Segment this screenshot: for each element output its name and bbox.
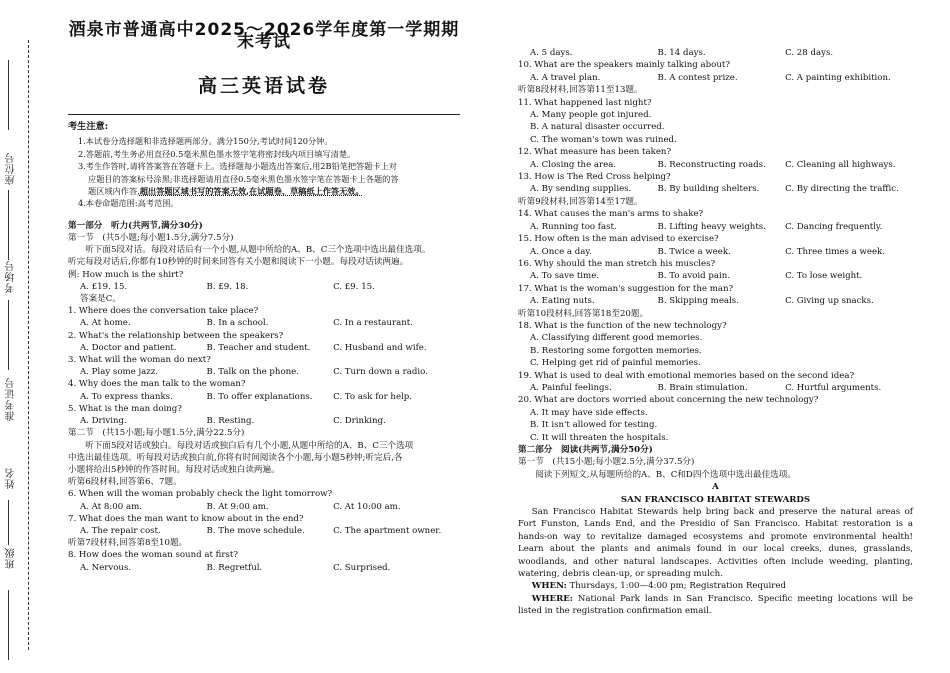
- passage-label: A: [712, 482, 719, 493]
- question-8: [68, 549, 460, 573]
- option: C. Hurtful arguments.: [785, 382, 882, 393]
- question-options: [518, 295, 913, 307]
- question-options: [518, 109, 913, 146]
- question-1: [68, 305, 460, 329]
- question-10: [518, 59, 913, 84]
- question-text: 16. Why should the man stretch his muscles?: [518, 258, 716, 269]
- option: B. The move schedule.: [206, 525, 305, 536]
- question-text: 18. What is the function of the new technology?: [518, 320, 727, 331]
- divider: [68, 114, 460, 115]
- question-text: 17. What is the woman's suggestion for the man?: [518, 283, 734, 294]
- question-4: [68, 378, 460, 402]
- section1-title: 第一节 (共5小题;每小题1.5分,满分7.5分): [68, 233, 234, 244]
- option: B. Resting.: [206, 416, 255, 427]
- option: B. It isn't allowed for testing.: [530, 420, 658, 431]
- section1-instruction: 听下面5段对话。每段对话后有一个小题,从题中所给的A、B、C三个选项中选出最佳选项。: [85, 245, 431, 256]
- notice-item: 1.本试卷分选择题和非选择题两部分。满分150分,考试时间120分钟。: [78, 136, 333, 147]
- option: B. Skipping meals.: [657, 296, 739, 307]
- option: B. Reconstructing roads.: [657, 159, 766, 170]
- question-options: [68, 366, 460, 378]
- section2-title: 第二节 (共15小题;每小题1.5分,满分22.5分): [68, 428, 245, 439]
- example-options: [68, 281, 460, 293]
- option: C. To lose weight.: [785, 271, 863, 282]
- option: A. It may have side effects.: [530, 407, 648, 418]
- option: B. Restoring some forgotten memories.: [530, 345, 702, 356]
- option: B. 14 days.: [657, 48, 706, 58]
- part1-title: 第一部分 听力(共两节,满分30分): [68, 220, 203, 231]
- option: A. Classifying different good memories.: [530, 333, 703, 344]
- material-10-label: 听第10段材料,回答第18至20题。: [518, 308, 649, 319]
- option: C. Giving up snacks.: [785, 296, 874, 307]
- question-5: [68, 403, 460, 427]
- question-options: [518, 270, 913, 282]
- material-7-label: 听第7段材料,回答第8至10题。: [68, 538, 188, 549]
- option: C. By directing the traffic.: [785, 184, 899, 195]
- option: C. In a restaurant.: [333, 318, 413, 329]
- option: B. Brain stimulation.: [657, 382, 748, 393]
- question-options: [518, 72, 913, 84]
- question-text: 7. What does the man want to know about in the end?: [68, 513, 304, 524]
- option: B. Regretful.: [206, 562, 263, 573]
- section2-instruction: 中选出最佳选项。听每段对话或独白前,你将有时间阅读各个小题,每小题5秒钟;听完后,各: [68, 452, 403, 463]
- question-18: [518, 320, 913, 370]
- id-label: 准考证号: [6, 377, 17, 421]
- option: C. Helping get rid of painful memories.: [530, 358, 701, 369]
- name-label: 姓名: [6, 467, 17, 489]
- option: A. To express thanks.: [80, 391, 173, 402]
- question-text: 3. What will the woman do next?: [68, 355, 211, 366]
- question-text: 4. Why does the man talk to the woman?: [68, 379, 246, 390]
- question-text: 2. What's the relationship between the speakers?: [68, 330, 284, 341]
- section2-instruction: 小题将给出5秒钟的作答时间。每段对话或独白读两遍。: [68, 464, 280, 475]
- section2-instruction: 听下面5段对话或独白。每段对话或独白后有几个小题,从题中所给的A、B、C三个选项: [85, 440, 414, 451]
- right-column: [518, 47, 913, 667]
- notice-warning: 超出答题区域书写的答案无效,在试题卷、草稿纸上作答无效。: [139, 186, 364, 197]
- question-16: [518, 258, 913, 283]
- question-options: [518, 159, 913, 171]
- question-15: [518, 233, 913, 258]
- where-text: National Park lands in San Francisco. Specific meeting locations will be listed in the registration confirmation email.: [518, 593, 913, 617]
- option: C. Three times a week.: [785, 246, 885, 257]
- option: B. In a school.: [206, 318, 269, 329]
- when-label: WHEN:: [531, 581, 567, 592]
- part2-title: 第二部分 阅读(共两节,满分50分): [518, 445, 653, 455]
- option: C. To ask for help.: [333, 391, 413, 402]
- material-9-label: 听第9段材料,回答第14至17题。: [518, 196, 643, 207]
- question-17: [518, 283, 913, 308]
- question-options: [518, 332, 913, 369]
- passage-title: SAN FRANCISCO HABITAT STEWARDS: [620, 494, 811, 505]
- option: A. Many people got injured.: [530, 110, 652, 121]
- question-options: [518, 246, 913, 258]
- notice-title: 考生注意:: [68, 121, 109, 133]
- notice-item: 3.考生作答时,请将答案答在答题卡上。选择题每小题选出答案后,用2B铅笔把答题卡上对: [78, 161, 397, 172]
- part2-section1-title: 第一节 (共15小题;每小题2.5分,满分37.5分): [518, 457, 695, 468]
- question-text: 1. Where does the conversation take place?: [68, 306, 259, 317]
- question-options: [68, 562, 460, 574]
- option: A. Closing the area.: [530, 159, 617, 170]
- question-text: 11. What happened last night?: [518, 97, 652, 108]
- passage-paragraph: San Francisco Habitat Stewards help bring back and preserve the natural areas of Fort Funston, Lands End, and the Presidio of San Francisco. Habitat restoration is a hands-on way to revitalize damaged ecosystems and promote environmental health! Learn about the plants and animals found in our local creeks, dunes, grasslands, woodlands, and other natural landscapes. Activities often include weeding, planting, watering, debris clean-up, or spreading mulch.: [518, 507, 913, 580]
- option: A. £19. 15.: [80, 281, 128, 292]
- notice-list: [68, 135, 460, 209]
- option: A. Painful feelings.: [530, 382, 612, 393]
- exam-title: 酒泉市普通高中2025～2026学年度第一学期期末考试: [68, 20, 460, 53]
- option: B. To offer explanations.: [206, 391, 313, 402]
- material-8-label: 听第8段材料,回答第11至13题。: [518, 85, 643, 96]
- option: C. It will threaten the hospitals.: [530, 432, 669, 443]
- option: B. Lifting heavy weights.: [657, 221, 766, 232]
- question-3: [68, 354, 460, 378]
- notice-item: 2.答题前,考生务必用直径0.5毫米黑色墨水签字笔将密封线内项目填写清楚。: [78, 148, 356, 159]
- option: A. 5 days.: [530, 48, 573, 58]
- question-options: [518, 382, 913, 394]
- option: B. Teacher and student.: [206, 342, 311, 353]
- part2-instruction: 阅读下列短文,从每题所给的A、B、C和D四个选项中选出最佳选项。: [535, 469, 796, 480]
- option: A. A travel plan.: [530, 72, 601, 83]
- option: C. £9. 15.: [333, 281, 375, 292]
- notice-item: 4.本卷命题范围:高考范围。: [78, 198, 179, 209]
- option: A. At home.: [80, 318, 131, 329]
- left-column: [68, 20, 460, 670]
- option: A. To save time.: [530, 271, 600, 282]
- question-text: 6. When will the woman probably check the light tomorrow?: [68, 489, 333, 500]
- option: A. Doctor and patient.: [80, 342, 177, 353]
- subject-title: 高三英语试卷: [197, 75, 330, 97]
- option: C. Dancing frequently.: [785, 221, 883, 232]
- option: B. £9. 18.: [206, 281, 249, 292]
- option: C. Turn down a radio.: [333, 367, 428, 378]
- where-label: WHERE:: [531, 593, 573, 604]
- option: A. At 8:00 am.: [80, 501, 142, 512]
- question-11: [518, 97, 913, 147]
- question-text: 10. What are the speakers mainly talking about?: [518, 60, 730, 71]
- question-9-options: [518, 47, 913, 59]
- room-label: 考场号: [6, 260, 17, 293]
- id-blank: [8, 300, 9, 370]
- material-6-label: 听第6段材料,回答第6、7题。: [68, 477, 182, 488]
- question-7: [68, 513, 460, 537]
- question-text: 5. What is the man doing?: [68, 403, 182, 414]
- option: B. To avoid pain.: [657, 271, 731, 282]
- passage-when: [518, 580, 913, 592]
- option: B. A contest prize.: [657, 72, 738, 83]
- when-text: Thursdays, 1:00—4:00 pm; Registration Required: [566, 581, 786, 592]
- question-20: [518, 394, 913, 444]
- question-options: [68, 391, 460, 403]
- question-text: 13. How is The Red Cross helping?: [518, 172, 671, 183]
- option: A. By sending supplies.: [530, 184, 632, 195]
- option: B. Twice a week.: [657, 246, 731, 257]
- question-text: 15. How often is the man advised to exercise?: [518, 234, 719, 245]
- option: B. Talk on the phone.: [206, 367, 299, 378]
- option: C. The apartment owner.: [333, 525, 442, 536]
- question-text: 20. What are doctors worried about concerning the new technology?: [518, 395, 819, 406]
- notice-item: [78, 185, 460, 197]
- question-14: [518, 208, 913, 233]
- notice-item: 应题目的答案标号涂黑;非选择题请用直径0.5毫米黑色墨水签字笔在答题卡上各题的答: [88, 173, 399, 184]
- passage-where: [518, 593, 913, 618]
- question-text: 19. What is used to deal with emotional memories based on the second idea?: [518, 370, 855, 381]
- seat-blank: [8, 60, 9, 130]
- option: A. Nervous.: [80, 562, 132, 573]
- option: A. Eating nuts.: [530, 296, 595, 307]
- question-options: [68, 317, 460, 329]
- question-options: [518, 407, 913, 444]
- example-question: 例: How much is the shirt?: [68, 269, 184, 280]
- option: C. Surprised.: [333, 562, 391, 573]
- notice-tail: 题区域内作答,: [88, 186, 140, 197]
- option: C. 28 days.: [785, 48, 834, 58]
- option: A. Play some jazz.: [80, 367, 159, 378]
- option: C. Cleaning all highways.: [785, 159, 896, 170]
- option: C. Husband and wife.: [333, 342, 427, 353]
- question-options: [518, 183, 913, 195]
- binding-margin: [0, 0, 40, 673]
- room-blank: [8, 190, 9, 260]
- class-label: 班级: [6, 547, 17, 569]
- option: A. Once a day.: [530, 246, 592, 257]
- option: A. Running too fast.: [530, 221, 617, 232]
- question-options: [68, 525, 460, 537]
- option: B. By building shelters.: [657, 184, 760, 195]
- question-text: 14. What causes the man's arms to shake?: [518, 209, 704, 220]
- option: C. The woman's town was ruined.: [530, 134, 677, 145]
- question-2: [68, 330, 460, 354]
- option: A. The repair cost.: [80, 525, 161, 536]
- question-options: [68, 501, 460, 513]
- option: B. A natural disaster occurred.: [530, 122, 665, 133]
- class-blank: [8, 590, 9, 660]
- question-text: 8. How does the woman sound at first?: [68, 550, 238, 561]
- question-6: [68, 488, 460, 512]
- option: A. Driving.: [80, 416, 127, 427]
- question-12: [518, 146, 913, 171]
- question-text: 12. What measure has been taken?: [518, 147, 672, 158]
- option: B. At 9:00 am.: [206, 501, 269, 512]
- section1-instruction: 听完每段对话后,你都有10秒钟的时间来回答有关小题和阅读下一小题。每段对话读两遍。: [68, 257, 409, 268]
- question-19: [518, 370, 913, 395]
- example-answer: 答案是C。: [80, 294, 121, 305]
- option: C. A painting exhibition.: [785, 72, 891, 83]
- question-options: [68, 415, 460, 427]
- seat-label: 座位号: [6, 152, 17, 185]
- question-13: [518, 171, 913, 196]
- question-options: [518, 221, 913, 233]
- question-options: [68, 342, 460, 354]
- binding-line: [28, 40, 29, 650]
- option: C. Drinking.: [333, 416, 386, 427]
- option: C. At 10:00 am.: [333, 501, 401, 512]
